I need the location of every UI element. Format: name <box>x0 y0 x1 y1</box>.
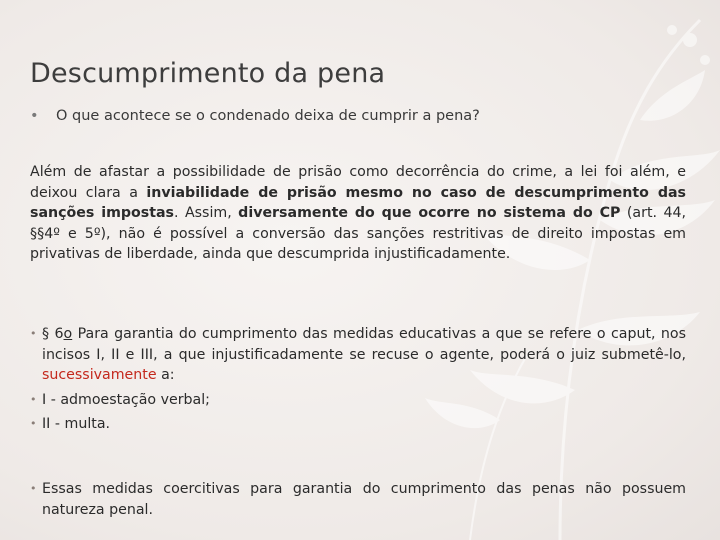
question-text: O que acontece se o condenado deixa de cumprir a pena? <box>56 108 480 124</box>
list-item-provision <box>30 324 686 386</box>
list-item <box>30 390 686 411</box>
page-title: Descumprimento da pena <box>30 58 386 89</box>
bullet-icon: • <box>30 108 39 124</box>
bullet-icon: • <box>30 392 37 406</box>
intro-paragraph <box>30 162 686 265</box>
bullet-icon: • <box>30 417 37 431</box>
provision-text-a: Para garantia do cumprimento das medidas educativas a que se refere o caput, nos incisos I, II e III, a que injustificadamente se recuse o agente, poderá o juiz submetê-lo, <box>42 326 686 363</box>
paragraph-part-5: (art. 44, §§4º e 5º), não é possível a conversão das sanções restritivas de direito impostas em privativas de liberdade, ainda que descumprida injustificadamente. <box>30 205 687 263</box>
paragraph-bold-2: diversamente do que ocorre no sistema do CP <box>238 205 621 222</box>
section-mark: § 6 <box>42 326 64 342</box>
final-note-list <box>30 479 686 524</box>
bullet-icon: • <box>30 327 37 340</box>
provision-text-b: a: <box>156 367 175 384</box>
list-item-final-note <box>30 479 686 520</box>
list-item <box>30 414 686 435</box>
paragraph-part-1: Além de afastar a possibilidade de prisão como decorrência do crime, a lei foi além, e deixou clara a <box>30 164 686 201</box>
bullet-icon: • <box>30 482 37 495</box>
highlight-word: sucessivamente <box>42 367 157 384</box>
paragraph-bold-1: inviabilidade de prisão mesmo no caso de descumprimento das sanções impostas <box>30 184 686 222</box>
final-note-text: Essas medidas coercitivas para garantia do cumprimento das penas não possuem natureza penal. <box>42 481 686 518</box>
question-line <box>30 108 690 124</box>
provision-list <box>30 324 686 439</box>
paragraph-part-3: . Assim, <box>174 205 239 222</box>
item-text: I - admoestação verbal; <box>42 391 210 408</box>
item-text: II - multa. <box>42 416 111 433</box>
section-ordinal: o <box>63 326 73 342</box>
